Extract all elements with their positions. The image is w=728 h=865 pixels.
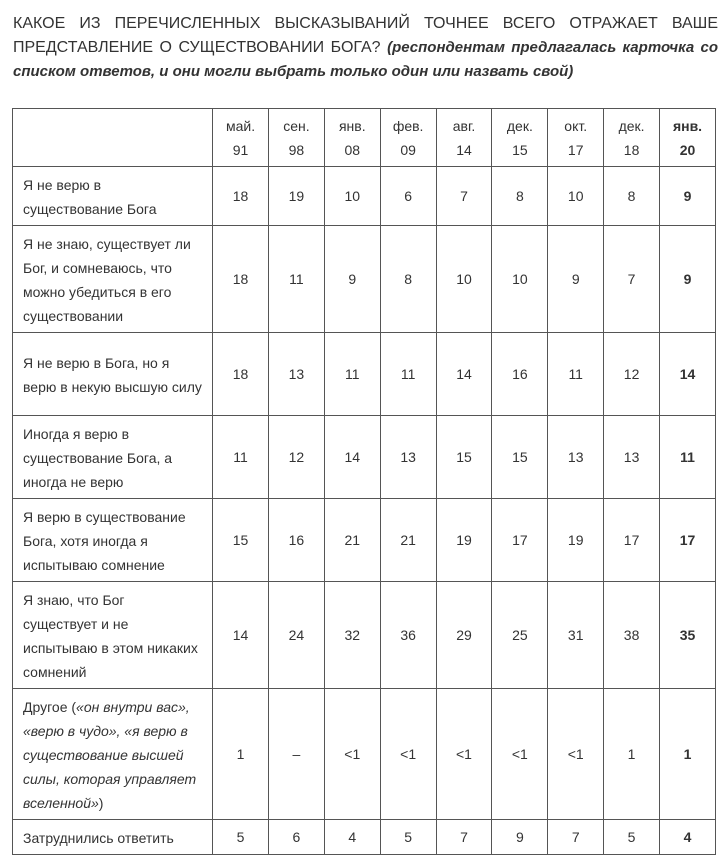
row-label: Я не знаю, существует ли Бог, и сомневаюсь, что можно убедиться в его существовании	[13, 226, 213, 333]
table-row	[13, 333, 716, 416]
table-row	[13, 820, 716, 855]
value-cell: 14	[660, 333, 716, 416]
value-cell: <1	[380, 689, 436, 820]
value-cell: 32	[324, 582, 380, 689]
table-row	[13, 226, 716, 333]
value-cell: 13	[548, 416, 604, 499]
survey-table	[12, 108, 716, 855]
value-cell: 38	[604, 582, 660, 689]
value-cell: 10	[492, 226, 548, 333]
value-cell: 4	[324, 820, 380, 855]
value-cell: 5	[213, 820, 269, 855]
col-header: май. 91	[213, 109, 269, 167]
value-cell: <1	[324, 689, 380, 820]
value-cell: 7	[436, 820, 492, 855]
value-cell: 8	[492, 167, 548, 226]
value-cell: 4	[660, 820, 716, 855]
row-label: Я не верю в существование Бога	[13, 167, 213, 226]
col-header: янв. 08	[324, 109, 380, 167]
value-cell: 36	[380, 582, 436, 689]
value-cell: 12	[268, 416, 324, 499]
value-cell: 17	[660, 499, 716, 582]
value-cell: 18	[213, 226, 269, 333]
col-header: дек. 18	[604, 109, 660, 167]
row-label-prefix: Другое (	[23, 699, 77, 715]
value-cell: 17	[492, 499, 548, 582]
row-label-italic: «он внутри вас», «верю в чудо», «я верю в существование высшей силы, которая управляет вселенной»	[23, 699, 197, 811]
header-row	[13, 109, 716, 167]
value-cell: 11	[660, 416, 716, 499]
value-cell: 15	[492, 416, 548, 499]
value-cell: 7	[604, 226, 660, 333]
table-row	[13, 167, 716, 226]
value-cell: 1	[213, 689, 269, 820]
value-cell: 9	[324, 226, 380, 333]
value-cell: 21	[380, 499, 436, 582]
question-note: (респондентам предлагалась карточка со списком ответов, и они могли выбрать только один или назвать свой)	[13, 39, 718, 80]
row-label: Затруднились ответить	[13, 820, 213, 855]
col-header: дек. 15	[492, 109, 548, 167]
value-cell: 11	[213, 416, 269, 499]
value-cell: 9	[660, 167, 716, 226]
value-cell: 10	[436, 226, 492, 333]
value-cell: 9	[548, 226, 604, 333]
value-cell: <1	[492, 689, 548, 820]
row-label	[13, 689, 213, 820]
value-cell: 10	[548, 167, 604, 226]
col-header: фев. 09	[380, 109, 436, 167]
value-cell: 13	[604, 416, 660, 499]
value-cell: 1	[604, 689, 660, 820]
value-cell: 15	[436, 416, 492, 499]
header-empty-cell	[13, 109, 213, 167]
value-cell: 11	[268, 226, 324, 333]
value-cell: 7	[436, 167, 492, 226]
value-cell: 35	[660, 582, 716, 689]
value-cell: 8	[380, 226, 436, 333]
value-cell: 16	[492, 333, 548, 416]
value-cell: 11	[324, 333, 380, 416]
row-label: Иногда я верю в существование Бога, а иногда не верю	[13, 416, 213, 499]
value-cell: 15	[213, 499, 269, 582]
value-cell: 9	[492, 820, 548, 855]
value-cell: 9	[660, 226, 716, 333]
value-cell: 8	[604, 167, 660, 226]
value-cell: 13	[380, 416, 436, 499]
value-cell: 11	[380, 333, 436, 416]
value-cell: 31	[548, 582, 604, 689]
value-cell: 14	[324, 416, 380, 499]
value-cell: 7	[548, 820, 604, 855]
value-cell: 14	[436, 333, 492, 416]
row-label: Я не верю в Бога, но я верю в некую высшую силу	[13, 333, 213, 416]
table-row	[13, 582, 716, 689]
value-cell: 10	[324, 167, 380, 226]
value-cell: 19	[436, 499, 492, 582]
value-cell: 14	[213, 582, 269, 689]
value-cell: 16	[268, 499, 324, 582]
col-header-latest: янв. 20	[660, 109, 716, 167]
col-header: сен. 98	[268, 109, 324, 167]
row-label: Я знаю, что Бог существует и не испытываю в этом никаких сомнений	[13, 582, 213, 689]
value-cell: 21	[324, 499, 380, 582]
value-cell: 18	[213, 167, 269, 226]
table-row	[13, 416, 716, 499]
value-cell: 13	[268, 333, 324, 416]
value-cell: 11	[548, 333, 604, 416]
value-cell: 5	[604, 820, 660, 855]
question-text: КАКОЕ ИЗ ПЕРЕЧИСЛЕННЫХ ВЫСКАЗЫВАНИЙ ТОЧНЕЕ ВСЕГО ОТРАЖАЕТ ВАШЕ ПРЕДСТАВЛЕНИЕ О СУЩЕСТВОВАНИИ БОГА?	[13, 15, 718, 56]
value-cell: <1	[436, 689, 492, 820]
value-cell: 6	[268, 820, 324, 855]
col-header: авг. 14	[436, 109, 492, 167]
table-row	[13, 499, 716, 582]
value-cell: 19	[548, 499, 604, 582]
value-cell: 17	[604, 499, 660, 582]
row-label: Я верю в существование Бога, хотя иногда я испытываю сомнение	[13, 499, 213, 582]
value-cell: 6	[380, 167, 436, 226]
value-cell: <1	[548, 689, 604, 820]
row-label-suffix: )	[98, 795, 104, 811]
value-cell: 29	[436, 582, 492, 689]
col-header: окт. 17	[548, 109, 604, 167]
value-cell: 25	[492, 582, 548, 689]
value-cell: 5	[380, 820, 436, 855]
question-block	[13, 12, 718, 84]
table-row	[13, 689, 716, 820]
value-cell: –	[268, 689, 324, 820]
value-cell: 18	[213, 333, 269, 416]
value-cell: 1	[660, 689, 716, 820]
value-cell: 24	[268, 582, 324, 689]
value-cell: 19	[268, 167, 324, 226]
value-cell: 12	[604, 333, 660, 416]
